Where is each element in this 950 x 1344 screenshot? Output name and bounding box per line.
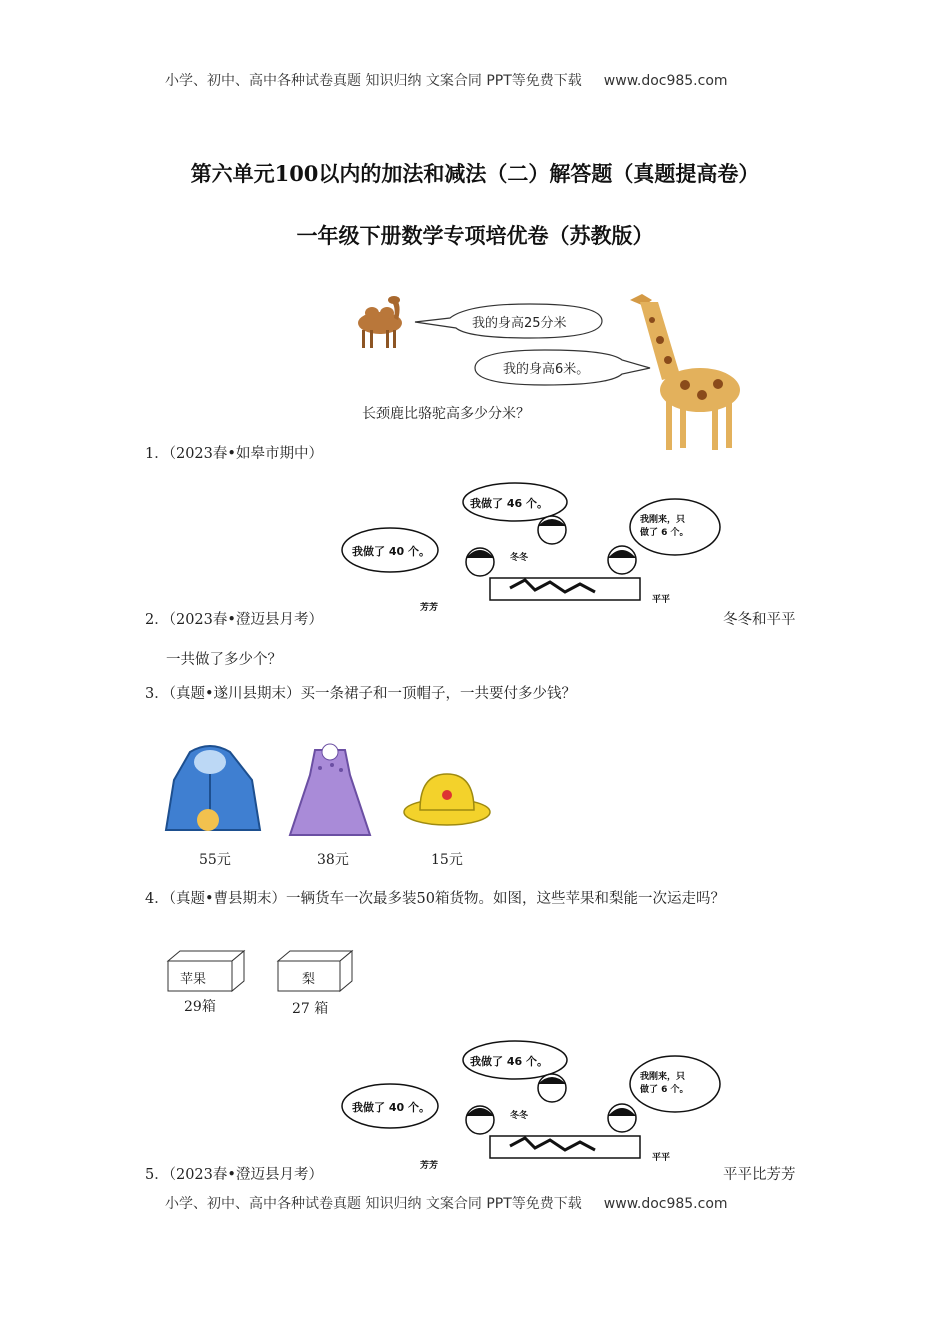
q2-text-right: 冬冬和平平 — [723, 612, 796, 628]
q1-source: （2023春•如皋市期中） — [168, 446, 323, 462]
price-dress: 38元 — [317, 852, 349, 868]
q3-text: （真题•遂川县期末）买一条裙子和一顶帽子，一共要付多少钱？ — [168, 686, 577, 702]
speech-bubble-fangfang — [342, 528, 438, 572]
q3-number: 3． — [145, 686, 169, 702]
q1-question: 长颈鹿比骆驼高多少分米？ — [362, 406, 530, 422]
q1-illustration — [340, 280, 770, 460]
camel-icon — [358, 296, 402, 348]
q5-label — [145, 1163, 323, 1184]
q2-name-fangfang: 芳芳 — [420, 603, 439, 613]
speech-bubble-giraffe — [475, 350, 650, 385]
bubble-giraffe-text: 我的身高6米。 — [503, 362, 590, 377]
footer-site: www.doc985.com — [603, 1196, 728, 1212]
q2-text-line2: 一共做了多少个？ — [166, 652, 282, 668]
footer-text: 小学、初中、高中各种试卷真题 知识归纳 文案合同 PPT等免费下载 — [165, 1196, 582, 1212]
q2-number: 2． — [145, 612, 169, 628]
q2-name-pingping: 平平 — [652, 595, 671, 605]
q5-name-dongdong: 冬冬 — [510, 1111, 529, 1121]
q2-label — [145, 608, 323, 629]
dress-icon — [290, 744, 370, 835]
box2-count: 27 箱 — [292, 1001, 329, 1017]
price-jacket: 55元 — [199, 852, 231, 868]
q5-bubble-right-text-2: 做了 6 个。 — [640, 1085, 689, 1095]
q2-bubble-mid-text: 我做了 46 个。 — [470, 497, 548, 510]
box1-label: 苹果 — [180, 972, 207, 987]
header-text: 小学、初中、高中各种试卷真题 知识归纳 文案合同 PPT等免费下载 — [165, 73, 582, 89]
pear-box-icon — [278, 951, 352, 991]
speech-bubble-camel — [415, 304, 602, 338]
box1-count: 29箱 — [184, 999, 216, 1015]
q2-name-dongdong: 冬冬 — [510, 553, 529, 563]
q2-bubble-right-text-2: 做了 6 个。 — [640, 528, 689, 538]
q5-number: 5． — [145, 1167, 169, 1183]
children-icon — [466, 516, 640, 600]
q5-source: （2023春•澄迈县月考） — [168, 1167, 323, 1183]
speech-bubble-pingping — [630, 499, 720, 555]
page-title: 第六单元100以内的加法和减法（二）解答题（真题提高卷） — [190, 161, 760, 186]
jacket-icon — [166, 746, 260, 831]
giraffe-icon — [630, 294, 740, 450]
q1-label — [145, 442, 323, 463]
q2-source: （2023春•澄迈县月考） — [168, 612, 323, 628]
speech-bubble-fangfang — [342, 1084, 438, 1128]
apple-box-icon — [168, 951, 244, 991]
q4-boxes — [160, 945, 370, 1000]
q5-name-fangfang: 芳芳 — [420, 1161, 439, 1171]
header-site: www.doc985.com — [603, 73, 728, 89]
children-icon — [466, 1074, 640, 1158]
q1-number: 1． — [145, 446, 169, 462]
speech-bubble-pingping — [630, 1056, 720, 1112]
price-hat: 15元 — [431, 852, 463, 868]
page-footer — [165, 1193, 728, 1213]
q5-bubble-mid-text: 我做了 46 个。 — [470, 1055, 548, 1068]
q4-number: 4． — [145, 891, 169, 907]
page-header — [165, 70, 728, 90]
hat-icon — [404, 774, 490, 825]
q2-bubble-right-text-1: 我刚来，只 — [640, 515, 686, 525]
bubble-camel-text: 我的身高25分米 — [472, 316, 567, 331]
q5-bubble-left-text: 我做了 40 个。 — [352, 1101, 430, 1114]
q5-bubble-right-text-1: 我刚来，只 — [640, 1072, 686, 1082]
q3-items — [160, 740, 500, 840]
q3-label — [145, 682, 576, 703]
q4-text: （真题•曹县期末）一辆货车一次最多装50箱货物。如图，这些苹果和梨能一次运走吗？ — [168, 891, 725, 907]
q5-cartoon — [340, 1040, 730, 1175]
q5-name-pingping: 平平 — [652, 1153, 671, 1163]
q2-cartoon — [340, 480, 730, 615]
page-subtitle: 一年级下册数学专项培优卷（苏教版） — [296, 223, 654, 248]
box2-label: 梨 — [302, 972, 316, 987]
q4-label — [145, 887, 725, 908]
q5-text-right: 平平比芳芳 — [723, 1167, 796, 1183]
q2-bubble-left-text: 我做了 40 个。 — [352, 545, 430, 558]
